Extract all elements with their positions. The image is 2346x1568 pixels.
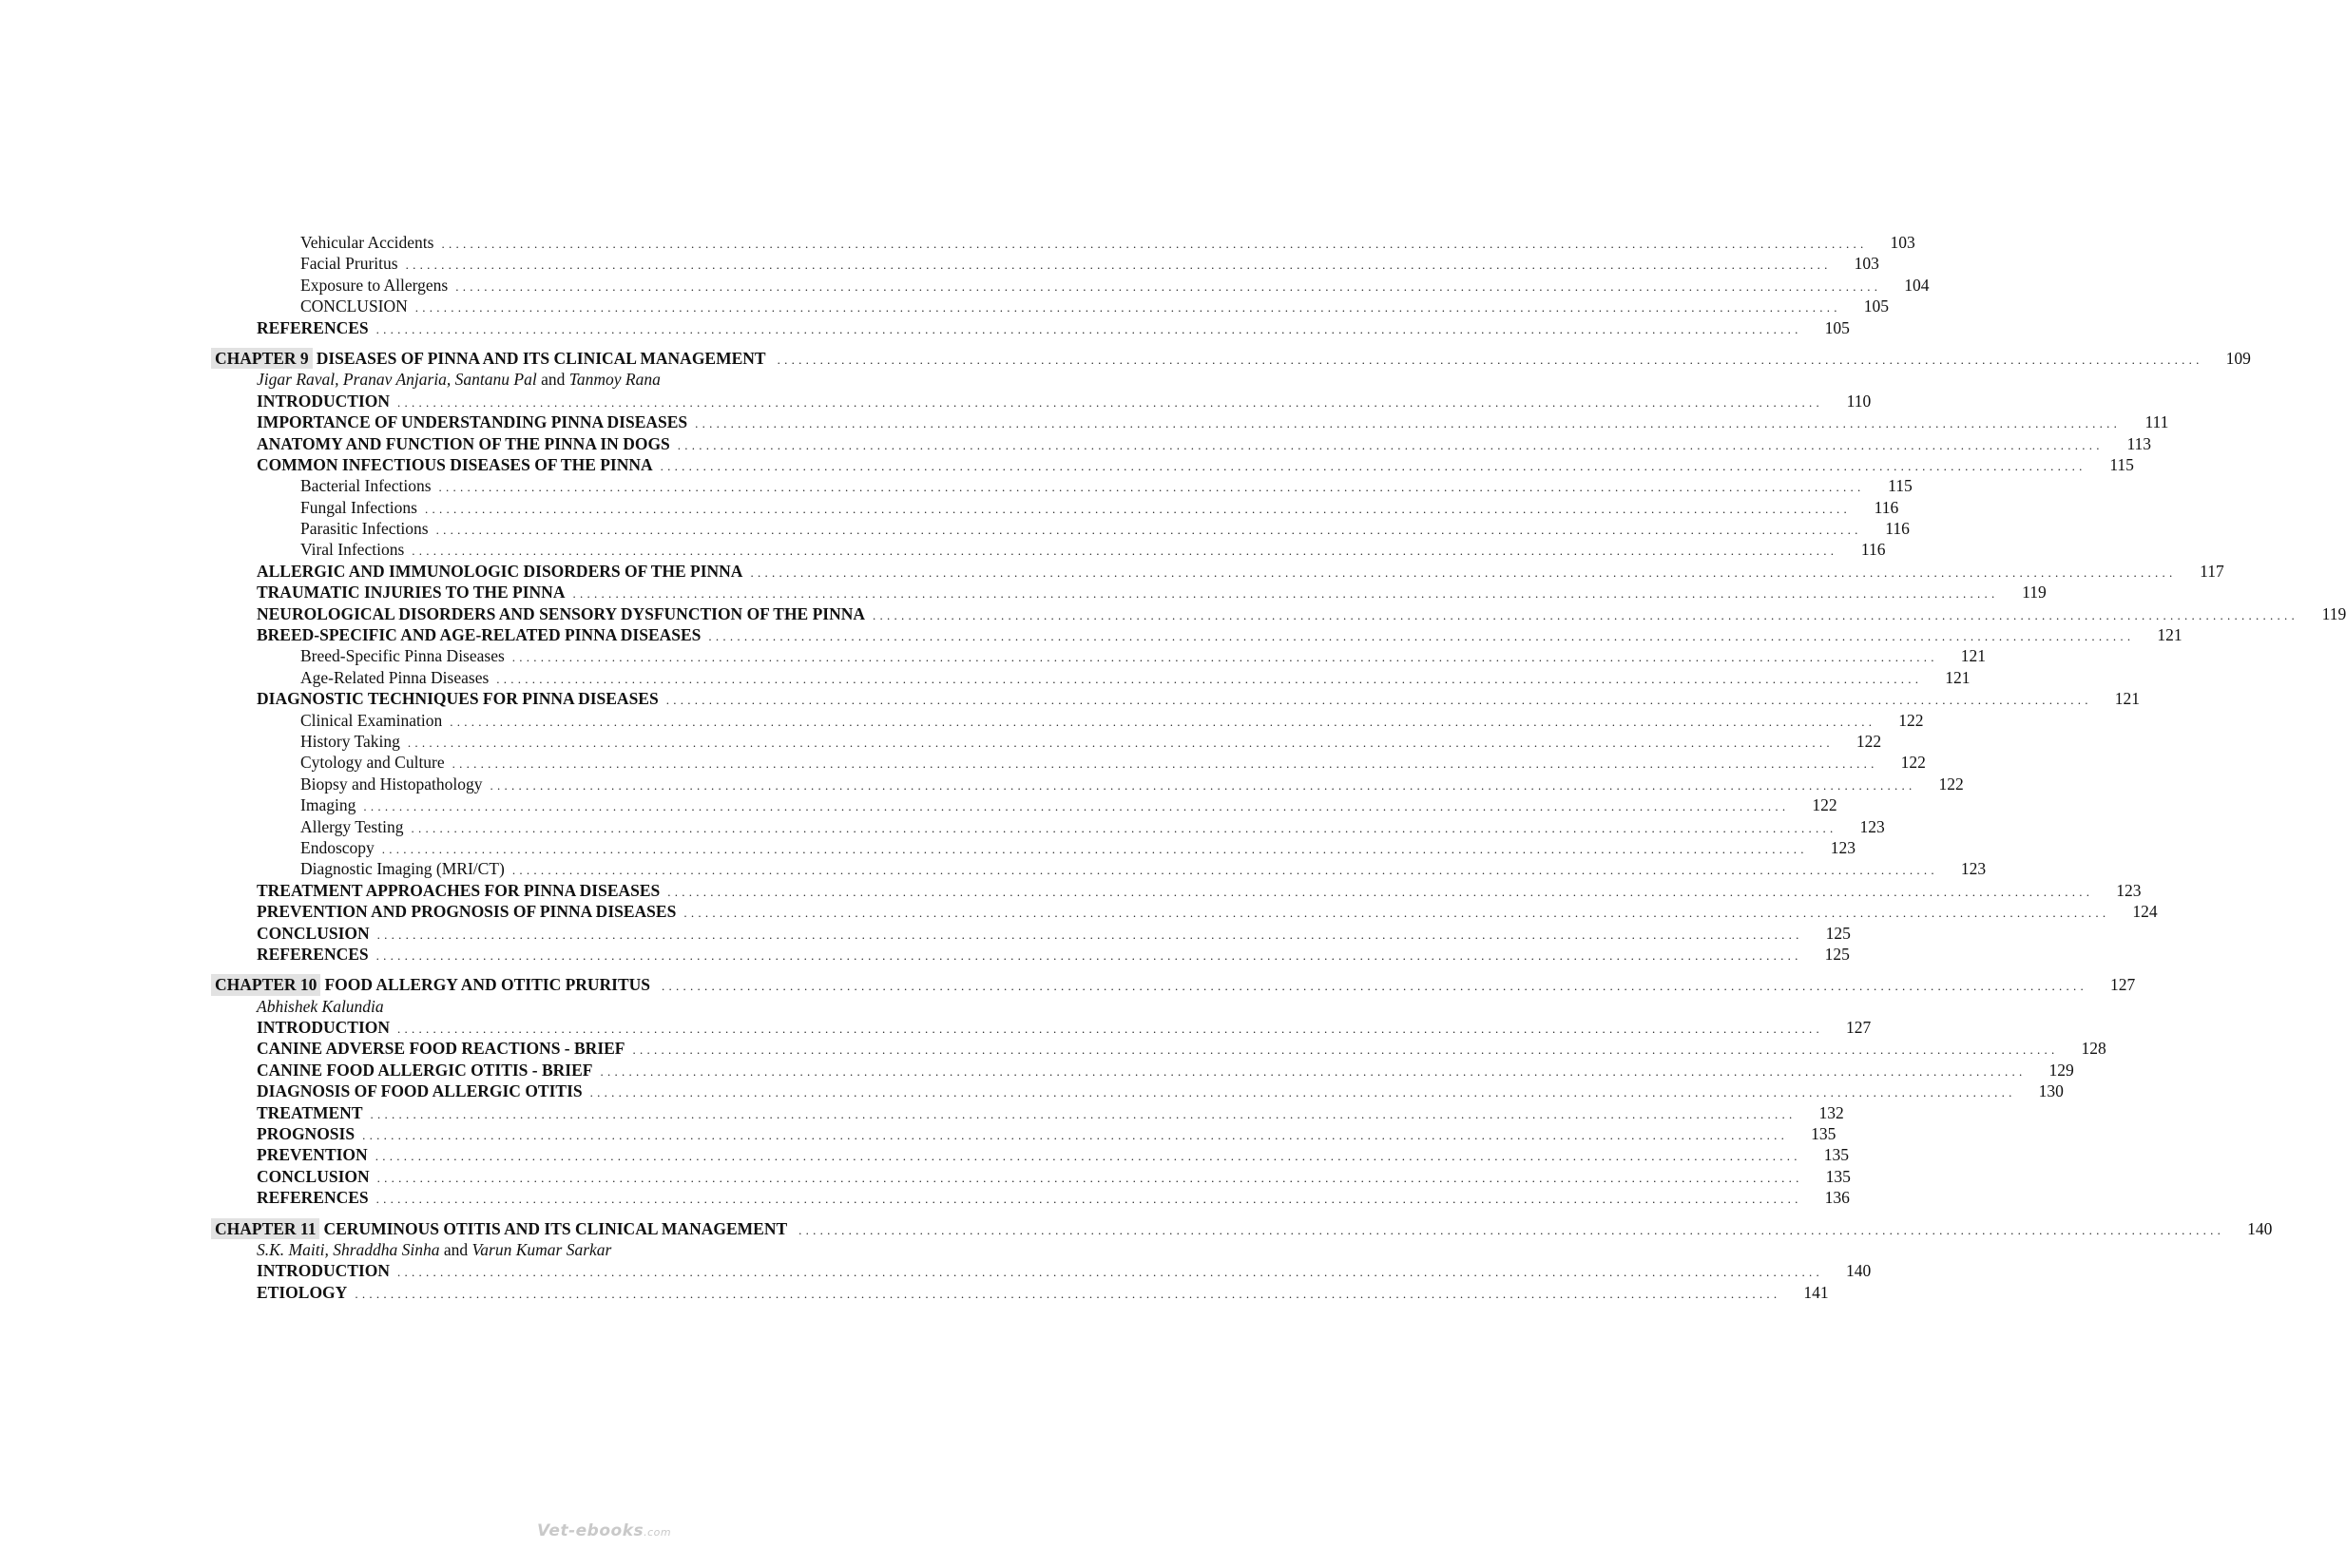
dot-leader: . . . . . . . . . . . . . . . . . . . . . . . . . . . . . . . . . . . . . . . . . . . . . . . . . . . . . . . . . . . . . . . . . . . . . . . . . . . . . . . . . . . . . . . . . . . . . . . . . . . . . . . . . . . . . . . . . . . . . . . . . . . . . . . . . . . . . . . . . . . . . . . . . . . . . . . . . . . . . . . . . . . . . . . . . . . . . . . . . . . . . . . . . . . . . . . . . . . . . . . . bbox=[405, 258, 1828, 273]
watermark-logo bbox=[537, 1521, 671, 1540]
entry-title: Fungal Infections bbox=[300, 497, 417, 517]
page-number: 127 bbox=[1846, 1018, 1872, 1038]
toc-subsection-entry bbox=[211, 794, 1837, 815]
dot-leader: . . . . . . . . . . . . . . . . . . . . . . . . . . . . . . . . . . . . . . . . . . . . . . . . . . . . . . . . . . . . . . . . . . . . . . . . . . . . . . . . . . . . . . . . . . . . . . . . . . . . . . . . . . . . . . . . . . . . . . . . . . . . . . . . . . . . . . . . . . . . . . . . . . . . . . . . . . . . . . . . . . . . . . . . . . . . . . . . . . . . . . . . . . . . . . . . . . . . . . . . bbox=[632, 1042, 2055, 1058]
toc-section-entry bbox=[211, 582, 2047, 602]
toc-subsection-entry bbox=[211, 539, 1886, 560]
toc-subsection-entry bbox=[211, 275, 1930, 296]
page-number: 116 bbox=[1885, 519, 1910, 539]
entry-title: History Taking bbox=[300, 731, 400, 751]
page-number: 117 bbox=[2200, 561, 2224, 581]
page-number: 115 bbox=[2109, 454, 2134, 474]
toc-subsection-entry bbox=[211, 858, 1987, 879]
page-number: 122 bbox=[1856, 731, 1882, 751]
dot-leader: . . . . . . . . . . . . . . . . . . . . . . . . . . . . . . . . . . . . . . . . . . . . . . . . . . . . . . . . . . . . . . . . . . . . . . . . . . . . . . . . . . . . . . . . . . . . . . . . . . . . . . . . . . . . . . . . . . . . . . . . . . . . . . . . . . . . . . . . . . . . . . . . . . . . . . . . . . . . . . . . . . . . . . . . . . . . . . . . . . . . . . . . . . . . . . . . . . . . . . . . bbox=[411, 820, 1834, 835]
toc-section-entry bbox=[211, 411, 2169, 432]
entry-title: Vehicular Accidents bbox=[300, 233, 434, 252]
entry-title: CONCLUSION bbox=[257, 1166, 370, 1186]
entry-title bbox=[211, 348, 778, 369]
entry-title: REFERENCES bbox=[257, 1188, 369, 1208]
page-number: 105 bbox=[1863, 296, 1890, 316]
page-number: 119 bbox=[2022, 583, 2047, 602]
page-number: 119 bbox=[2321, 603, 2346, 623]
dot-leader: . . . . . . . . . . . . . . . . . . . . . . . . . . . . . . . . . . . . . . . . . . . . . . . . . . . . . . . . . . . . . . . . . . . . . . . . . . . . . . . . . . . . . . . . . . . . . . . . . . . . . . . . . . . . . . . . . . . . . . . . . . . . . . . . . . . . . . . . . . . . . . . . . . . . . . . . . . . . . . . . . . . . . . . . . . . . . . . . . . . . . . . . . . . . . . . . . . . . . . . . bbox=[414, 300, 1838, 316]
dot-leader: . . . . . . . . . . . . . . . . . . . . . . . . . . . . . . . . . . . . . . . . . . . . . . . . . . . . . . . . . . . . . . . . . . . . . . . . . . . . . . . . . . . . . . . . . . . . . . . . . . . . . . . . . . . . . . . . . . . . . . . . . . . . . . . . . . . . . . . . . . . . . . . . . . . . . . . . . . . . . . . . . . . . . . . . . . . . . . . . . . . . . . . . . . . . . . . . . . . . . . . . bbox=[873, 607, 2296, 622]
page-number: 116 bbox=[1860, 540, 1886, 560]
entry-title: DIAGNOSIS OF FOOD ALLERGIC OTITIS bbox=[257, 1081, 583, 1101]
dot-leader: . . . . . . . . . . . . . . . . . . . . . . . . . . . . . . . . . . . . . . . . . . . . . . . . . . . . . . . . . . . . . . . . . . . . . . . . . . . . . . . . . . . . . . . . . . . . . . . . . . . . . . . . . . . . . . . . . . . . . . . . . . . . . . . . . . . . . . . . . . . . . . . . . . . . . . . . . . . . . . . . . . . . . . . . . . . . . . . . . . . . . . . . . . . . . . . . . . . . . . . . bbox=[798, 1222, 2221, 1237]
page-number: 136 bbox=[1824, 1188, 1850, 1208]
page-number: 125 bbox=[1824, 944, 1850, 964]
entry-title: Biopsy and Histopathology bbox=[300, 774, 483, 794]
entry-title: Age-Related Pinna Diseases bbox=[300, 667, 490, 687]
toc-subsection-entry bbox=[211, 296, 1890, 316]
page-number: 122 bbox=[1812, 795, 1837, 815]
page-number: 121 bbox=[2157, 625, 2183, 645]
entry-title: Diagnostic Imaging (MRI/CT) bbox=[300, 859, 505, 879]
toc-subsection-entry bbox=[211, 518, 1910, 539]
page-number: 113 bbox=[2126, 433, 2152, 453]
page-number: 103 bbox=[1890, 233, 1915, 252]
page-number: 127 bbox=[2110, 975, 2136, 995]
entry-title: Facial Pruritus bbox=[300, 254, 398, 274]
entry-title: Imaging bbox=[300, 795, 356, 815]
entry-title: PREVENTION bbox=[257, 1145, 368, 1165]
toc-section-entry bbox=[211, 1187, 1850, 1208]
toc-section-entry bbox=[211, 1017, 1872, 1038]
entry-title: INTRODUCTION bbox=[257, 1261, 391, 1281]
toc-section-entry bbox=[211, 1166, 1851, 1187]
entry-title: BREED-SPECIFIC AND AGE-RELATED PINNA DISEASES bbox=[257, 625, 702, 645]
entry-title: Viral Infections bbox=[300, 540, 405, 560]
page-number: 105 bbox=[1824, 317, 1850, 337]
page-number: 141 bbox=[1803, 1282, 1829, 1302]
dot-leader: . . . . . . . . . . . . . . . . . . . . . . . . . . . . . . . . . . . . . . . . . . . . . . . . . . . . . . . . . . . . . . . . . . . . . . . . . . . . . . . . . . . . . . . . . . . . . . . . . . . . . . . . . . . . . . . . . . . . . . . . . . . . . . . . . . . . . . . . . . . . . . . . . . . . . . . . . . . . . . . . . . . . . . . . . . . . . . . . . . . . . . . . . . . . . . . . . . . . . . . . bbox=[376, 1170, 1799, 1185]
page-number: 140 bbox=[2247, 1218, 2273, 1238]
toc-section-entry bbox=[211, 1080, 2064, 1101]
dot-leader: . . . . . . . . . . . . . . . . . . . . . . . . . . . . . . . . . . . . . . . . . . . . . . . . . . . . . . . . . . . . . . . . . . . . . . . . . . . . . . . . . . . . . . . . . . . . . . . . . . . . . . . . . . . . . . . . . . . . . . . . . . . . . . . . . . . . . . . . . . . . . . . . . . . . . . . . . . . . . . . . . . . . . . . . . . . . . . . . . . . . . . . . . . . . . . . . . . . . . . . . bbox=[667, 884, 2090, 899]
chapter-title: FOOD ALLERGY AND OTITIC PRURITUS bbox=[324, 975, 651, 995]
author-text: Tanmoy Rana bbox=[568, 370, 661, 390]
entry-title: COMMON INFECTIOUS DISEASES OF THE PINNA bbox=[257, 454, 653, 474]
page-number: 122 bbox=[1898, 710, 1924, 730]
entry-title: Parasitic Infections bbox=[300, 519, 429, 539]
dot-leader: . . . . . . . . . . . . . . . . . . . . . . . . . . . . . . . . . . . . . . . . . . . . . . . . . . . . . . . . . . . . . . . . . . . . . . . . . . . . . . . . . . . . . . . . . . . . . . . . . . . . . . . . . . . . . . . . . . . . . . . . . . . . . . . . . . . . . . . . . . . . . . . . . . . . . . . . . . . . . . . . . . . . . . . . . . . . . . . . . . . . . . . . . . . . . . . . . . . . . . . . bbox=[424, 501, 1848, 516]
page-number: 124 bbox=[2132, 902, 2158, 922]
dot-leader: . . . . . . . . . . . . . . . . . . . . . . . . . . . . . . . . . . . . . . . . . . . . . . . . . . . . . . . . . . . . . . . . . . . . . . . . . . . . . . . . . . . . . . . . . . . . . . . . . . . . . . . . . . . . . . . . . . . . . . . . . . . . . . . . . . . . . . . . . . . . . . . . . . . . . . . . . . . . . . . . . . . . . . . . . . . . . . . . . . . . . . . . . . . . . . . . . . . . . . . . bbox=[455, 278, 1878, 294]
toc-subsection-entry bbox=[211, 837, 1856, 858]
toc-section-entry bbox=[211, 901, 2158, 922]
entry-title: REFERENCES bbox=[257, 944, 369, 964]
dot-leader: . . . . . . . . . . . . . . . . . . . . . . . . . . . . . . . . . . . . . . . . . . . . . . . . . . . . . . . . . . . . . . . . . . . . . . . . . . . . . . . . . . . . . . . . . . . . . . . . . . . . . . . . . . . . . . . . . . . . . . . . . . . . . . . . . . . . . . . . . . . . . . . . . . . . . . . . . . . . . . . . . . . . . . . . . . . . . . . . . . . . . . . . . . . . . . . . . . . . . . . . bbox=[397, 1265, 1820, 1280]
author-text: S.K. Maiti, Shraddha Sinha bbox=[257, 1239, 440, 1259]
dot-leader: . . . . . . . . . . . . . . . . . . . . . . . . . . . . . . . . . . . . . . . . . . . . . . . . . . . . . . . . . . . . . . . . . . . . . . . . . . . . . . . . . . . . . . . . . . . . . . . . . . . . . . . . . . . . . . . . . . . . . . . . . . . . . . . . . . . . . . . . . . . . . . . . . . . . . . . . . . . . . . . . . . . . . . . . . . . . . . . . . . . . . . . . . . . . . . . . . . . . . . . . bbox=[665, 693, 2088, 708]
toc-section-entry bbox=[211, 1038, 2106, 1059]
dot-leader: . . . . . . . . . . . . . . . . . . . . . . . . . . . . . . . . . . . . . . . . . . . . . . . . . . . . . . . . . . . . . . . . . . . . . . . . . . . . . . . . . . . . . . . . . . . . . . . . . . . . . . . . . . . . . . . . . . . . . . . . . . . . . . . . . . . . . . . . . . . . . . . . . . . . . . . . . . . . . . . . . . . . . . . . . . . . . . . . . . . . . . . . . . . . . . . . . . . . . . . . bbox=[662, 979, 2085, 994]
entry-title: Clinical Examination bbox=[300, 710, 443, 730]
toc-section-entry bbox=[211, 688, 2140, 709]
author-text: and bbox=[536, 370, 569, 390]
toc-subsection-entry bbox=[211, 667, 1971, 688]
dot-leader: . . . . . . . . . . . . . . . . . . . . . . . . . . . . . . . . . . . . . . . . . . . . . . . . . . . . . . . . . . . . . . . . . . . . . . . . . . . . . . . . . . . . . . . . . . . . . . . . . . . . . . . . . . . . . . . . . . . . . . . . . . . . . . . . . . . . . . . . . . . . . . . . . . . . . . . . . . . . . . . . . . . . . . . . . . . . . . . . . . . . . . . . . . . . . . . . . . . . . . . . bbox=[375, 321, 1798, 336]
dot-leader: . . . . . . . . . . . . . . . . . . . . . . . . . . . . . . . . . . . . . . . . . . . . . . . . . . . . . . . . . . . . . . . . . . . . . . . . . . . . . . . . . . . . . . . . . . . . . . . . . . . . . . . . . . . . . . . . . . . . . . . . . . . . . . . . . . . . . . . . . . . . . . . . . . . . . . . . . . . . . . . . . . . . . . . . . . . . . . . . . . . . . . . . . . . . . . . . . . . . . . . . bbox=[375, 947, 1798, 963]
entry-title: Exposure to Allergens bbox=[300, 275, 449, 295]
toc-section-entry bbox=[211, 454, 2134, 475]
dot-leader: . . . . . . . . . . . . . . . . . . . . . . . . . . . . . . . . . . . . . . . . . . . . . . . . . . . . . . . . . . . . . . . . . . . . . . . . . . . . . . . . . . . . . . . . . . . . . . . . . . . . . . . . . . . . . . . . . . . . . . . . . . . . . . . . . . . . . . . . . . . . . . . . . . . . . . . . . . . . . . . . . . . . . . . . . . . . . . . . . . . . . . . . . . . . . . . . . . . . . . . . bbox=[375, 1149, 1798, 1164]
page-number: 132 bbox=[1818, 1102, 1844, 1122]
toc-section-entry bbox=[211, 317, 1850, 338]
watermark-suffix: .com bbox=[644, 1526, 672, 1539]
toc-section-entry bbox=[211, 1260, 1872, 1281]
toc-section-entry bbox=[211, 561, 2224, 582]
dot-leader: . . . . . . . . . . . . . . . . . . . . . . . . . . . . . . . . . . . . . . . . . . . . . . . . . . . . . . . . . . . . . . . . . . . . . . . . . . . . . . . . . . . . . . . . . . . . . . . . . . . . . . . . . . . . . . . . . . . . . . . . . . . . . . . . . . . . . . . . . . . . . . . . . . . . . . . . . . . . . . . . . . . . . . . . . . . . . . . . . . . . . . . . . . . . . . . . . . . . . . . . bbox=[660, 458, 2083, 473]
dot-leader: . . . . . . . . . . . . . . . . . . . . . . . . . . . . . . . . . . . . . . . . . . . . . . . . . . . . . . . . . . . . . . . . . . . . . . . . . . . . . . . . . . . . . . . . . . . . . . . . . . . . . . . . . . . . . . . . . . . . . . . . . . . . . . . . . . . . . . . . . . . . . . . . . . . . . . . . . . . . . . . . . . . . . . . . . . . . . . . . . . . . . . . . . . . . . . . . . . . . . . . . bbox=[600, 1063, 2023, 1079]
page-number: 123 bbox=[2116, 880, 2142, 900]
page-number: 140 bbox=[1846, 1261, 1872, 1281]
dot-leader: . . . . . . . . . . . . . . . . . . . . . . . . . . . . . . . . . . . . . . . . . . . . . . . . . . . . . . . . . . . . . . . . . . . . . . . . . . . . . . . . . . . . . . . . . . . . . . . . . . . . . . . . . . . . . . . . . . . . . . . . . . . . . . . . . . . . . . . . . . . . . . . . . . . . . . . . . . . . . . . . . . . . . . . . . . . . . . . . . . . . . . . . . . . . . . . . . . . . . . . . bbox=[677, 437, 2101, 452]
dot-leader: . . . . . . . . . . . . . . . . . . . . . . . . . . . . . . . . . . . . . . . . . . . . . . . . . . . . . . . . . . . . . . . . . . . . . . . . . . . . . . . . . . . . . . . . . . . . . . . . . . . . . . . . . . . . . . . . . . . . . . . . . . . . . . . . . . . . . . . . . . . . . . . . . . . . . . . . . . . . . . . . . . . . . . . . . . . . . . . . . . . . . . . . . . . . . . . . . . . . . . . . bbox=[362, 1128, 1785, 1143]
toc-section-entry bbox=[211, 944, 1850, 965]
page-number: 121 bbox=[2114, 689, 2140, 709]
author-text: Jigar Raval, Pranav Anjaria, Santanu Pal bbox=[257, 370, 537, 390]
entry-title: ALLERGIC AND IMMUNOLOGIC DISORDERS OF THE PINNA bbox=[257, 561, 743, 581]
toc-subsection-entry bbox=[211, 710, 1924, 731]
toc-section-entry bbox=[211, 1123, 1836, 1144]
dot-leader: . . . . . . . . . . . . . . . . . . . . . . . . . . . . . . . . . . . . . . . . . . . . . . . . . . . . . . . . . . . . . . . . . . . . . . . . . . . . . . . . . . . . . . . . . . . . . . . . . . . . . . . . . . . . . . . . . . . . . . . . . . . . . . . . . . . . . . . . . . . . . . . . . . . . . . . . . . . . . . . . . . . . . . . . . . . . . . . . . . . . . . . . . . . . . . . . . . . . . . . . bbox=[397, 1022, 1820, 1037]
toc-section-entry bbox=[211, 1282, 1829, 1303]
dot-leader: . . . . . . . . . . . . . . . . . . . . . . . . . . . . . . . . . . . . . . . . . . . . . . . . . . . . . . . . . . . . . . . . . . . . . . . . . . . . . . . . . . . . . . . . . . . . . . . . . . . . . . . . . . . . . . . . . . . . . . . . . . . . . . . . . . . . . . . . . . . . . . . . . . . . . . . . . . . . . . . . . . . . . . . . . . . . . . . . . . . . . . . . . . . . . . . . . . . . . . . . bbox=[683, 906, 2106, 921]
toc-subsection-entry bbox=[211, 253, 1879, 274]
dot-leader: . . . . . . . . . . . . . . . . . . . . . . . . . . . . . . . . . . . . . . . . . . . . . . . . . . . . . . . . . . . . . . . . . . . . . . . . . . . . . . . . . . . . . . . . . . . . . . . . . . . . . . . . . . . . . . . . . . . . . . . . . . . . . . . . . . . . . . . . . . . . . . . . . . . . . . . . . . . . . . . . . . . . . . . . . . . . . . . . . . . . . . . . . . . . . . . . . . . . . . . . bbox=[376, 927, 1799, 942]
toc-chapter-entry bbox=[211, 348, 2251, 369]
entry-title: INTRODUCTION bbox=[257, 1018, 391, 1038]
page-number: 121 bbox=[1945, 667, 1971, 687]
entry-title: CONCLUSION bbox=[257, 923, 370, 943]
toc-subsection-entry bbox=[211, 816, 1885, 837]
toc-subsection-entry bbox=[211, 497, 1899, 518]
dot-leader: . . . . . . . . . . . . . . . . . . . . . . . . . . . . . . . . . . . . . . . . . . . . . . . . . . . . . . . . . . . . . . . . . . . . . . . . . . . . . . . . . . . . . . . . . . . . . . . . . . . . . . . . . . . . . . . . . . . . . . . . . . . . . . . . . . . . . . . . . . . . . . . . . . . . . . . . . . . . . . . . . . . . . . . . . . . . . . . . . . . . . . . . . . . . . . . . . . . . . . . . bbox=[435, 523, 1858, 538]
page-number: 128 bbox=[2081, 1039, 2106, 1059]
toc-subsection-entry bbox=[211, 752, 1926, 773]
watermark-main: Vet-ebooks bbox=[537, 1521, 644, 1540]
entry-title: CANINE FOOD ALLERGIC OTITIS - BRIEF bbox=[257, 1060, 593, 1080]
dot-leader: . . . . . . . . . . . . . . . . . . . . . . . . . . . . . . . . . . . . . . . . . . . . . . . . . . . . . . . . . . . . . . . . . . . . . . . . . . . . . . . . . . . . . . . . . . . . . . . . . . . . . . . . . . . . . . . . . . . . . . . . . . . . . . . . . . . . . . . . . . . . . . . . . . . . . . . . . . . . . . . . . . . . . . . . . . . . . . . . . . . . . . . . . . . . . . . . . . . . . . . . bbox=[363, 799, 1786, 814]
dot-leader: . . . . . . . . . . . . . . . . . . . . . . . . . . . . . . . . . . . . . . . . . . . . . . . . . . . . . . . . . . . . . . . . . . . . . . . . . . . . . . . . . . . . . . . . . . . . . . . . . . . . . . . . . . . . . . . . . . . . . . . . . . . . . . . . . . . . . . . . . . . . . . . . . . . . . . . . . . . . . . . . . . . . . . . . . . . . . . . . . . . . . . . . . . . . . . . . . . . . . . . . bbox=[370, 1106, 1793, 1121]
entry-title: ETIOLOGY bbox=[257, 1282, 348, 1302]
dot-leader: . . . . . . . . . . . . . . . . . . . . . . . . . . . . . . . . . . . . . . . . . . . . . . . . . . . . . . . . . . . . . . . . . . . . . . . . . . . . . . . . . . . . . . . . . . . . . . . . . . . . . . . . . . . . . . . . . . . . . . . . . . . . . . . . . . . . . . . . . . . . . . . . . . . . . . . . . . . . . . . . . . . . . . . . . . . . . . . . . . . . . . . . . . . . . . . . . . . . . . . . bbox=[450, 714, 1873, 729]
page-number: 116 bbox=[1874, 497, 1899, 517]
dot-leader: . . . . . . . . . . . . . . . . . . . . . . . . . . . . . . . . . . . . . . . . . . . . . . . . . . . . . . . . . . . . . . . . . . . . . . . . . . . . . . . . . . . . . . . . . . . . . . . . . . . . . . . . . . . . . . . . . . . . . . . . . . . . . . . . . . . . . . . . . . . . . . . . . . . . . . . . . . . . . . . . . . . . . . . . . . . . . . . . . . . . . . . . . . . . . . . . . . . . . . . . bbox=[375, 1192, 1798, 1207]
page-number: 123 bbox=[1960, 859, 1987, 879]
dot-leader: . . . . . . . . . . . . . . . . . . . . . . . . . . . . . . . . . . . . . . . . . . . . . . . . . . . . . . . . . . . . . . . . . . . . . . . . . . . . . . . . . . . . . . . . . . . . . . . . . . . . . . . . . . . . . . . . . . . . . . . . . . . . . . . . . . . . . . . . . . . . . . . . . . . . . . . . . . . . . . . . . . . . . . . . . . . . . . . . . . . . . . . . . . . . . . . . . . . . . . . . bbox=[511, 863, 1935, 878]
author-text: Varun Kumar Sarkar bbox=[471, 1239, 612, 1259]
toc-section-entry bbox=[211, 880, 2142, 901]
chapter-authors bbox=[211, 369, 992, 390]
toc-section-entry bbox=[211, 1144, 1849, 1165]
page-number: 122 bbox=[1900, 753, 1926, 773]
dot-leader: . . . . . . . . . . . . . . . . . . . . . . . . . . . . . . . . . . . . . . . . . . . . . . . . . . . . . . . . . . . . . . . . . . . . . . . . . . . . . . . . . . . . . . . . . . . . . . . . . . . . . . . . . . . . . . . . . . . . . . . . . . . . . . . . . . . . . . . . . . . . . . . . . . . . . . . . . . . . . . . . . . . . . . . . . . . . . . . . . . . . . . . . . . . . . . . . . . . . . . . . bbox=[496, 671, 1919, 686]
entry-title: ANATOMY AND FUNCTION OF THE PINNA IN DOGS bbox=[257, 433, 670, 453]
author-text: Abhishek Kalundia bbox=[257, 996, 384, 1016]
entry-title: INTRODUCTION bbox=[257, 391, 391, 411]
toc-section-entry bbox=[211, 1060, 2074, 1080]
dot-leader: . . . . . . . . . . . . . . . . . . . . . . . . . . . . . . . . . . . . . . . . . . . . . . . . . . . . . . . . . . . . . . . . . . . . . . . . . . . . . . . . . . . . . . . . . . . . . . . . . . . . . . . . . . . . . . . . . . . . . . . . . . . . . . . . . . . . . . . . . . . . . . . . . . . . . . . . . . . . . . . . . . . . . . . . . . . . . . . . . . . . . . . . . . . . . . . . . . . . . . . . bbox=[708, 629, 2131, 644]
page-number: 122 bbox=[1938, 774, 1964, 794]
page-number: 110 bbox=[1846, 391, 1872, 411]
dot-leader: . . . . . . . . . . . . . . . . . . . . . . . . . . . . . . . . . . . . . . . . . . . . . . . . . . . . . . . . . . . . . . . . . . . . . . . . . . . . . . . . . . . . . . . . . . . . . . . . . . . . . . . . . . . . . . . . . . . . . . . . . . . . . . . . . . . . . . . . . . . . . . . . . . . . . . . . . . . . . . . . . . . . . . . . . . . . . . . . . . . . . . . . . . . . . . . . . . . . . . . . bbox=[695, 416, 2118, 431]
chapter-number: CHAPTER 9 bbox=[211, 348, 313, 369]
dot-leader: . . . . . . . . . . . . . . . . . . . . . . . . . . . . . . . . . . . . . . . . . . . . . . . . . . . . . . . . . . . . . . . . . . . . . . . . . . . . . . . . . . . . . . . . . . . . . . . . . . . . . . . . . . . . . . . . . . . . . . . . . . . . . . . . . . . . . . . . . . . . . . . . . . . . . . . . . . . . . . . . . . . . . . . . . . . . . . . . . . . . . . . . . . . . . . . . . . . . . . . . bbox=[750, 564, 2173, 580]
page-number: 111 bbox=[2144, 412, 2169, 432]
dot-leader: . . . . . . . . . . . . . . . . . . . . . . . . . . . . . . . . . . . . . . . . . . . . . . . . . . . . . . . . . . . . . . . . . . . . . . . . . . . . . . . . . . . . . . . . . . . . . . . . . . . . . . . . . . . . . . . . . . . . . . . . . . . . . . . . . . . . . . . . . . . . . . . . . . . . . . . . . . . . . . . . . . . . . . . . . . . . . . . . . . . . . . . . . . . . . . . . . . . . . . . . bbox=[412, 544, 1835, 559]
dot-leader: . . . . . . . . . . . . . . . . . . . . . . . . . . . . . . . . . . . . . . . . . . . . . . . . . . . . . . . . . . . . . . . . . . . . . . . . . . . . . . . . . . . . . . . . . . . . . . . . . . . . . . . . . . . . . . . . . . . . . . . . . . . . . . . . . . . . . . . . . . . . . . . . . . . . . . . . . . . . . . . . . . . . . . . . . . . . . . . . . . . . . . . . . . . . . . . . . . . . . . . . bbox=[452, 756, 1875, 772]
toc-subsection-entry bbox=[211, 731, 1882, 752]
dot-leader: . . . . . . . . . . . . . . . . . . . . . . . . . . . . . . . . . . . . . . . . . . . . . . . . . . . . . . . . . . . . . . . . . . . . . . . . . . . . . . . . . . . . . . . . . . . . . . . . . . . . . . . . . . . . . . . . . . . . . . . . . . . . . . . . . . . . . . . . . . . . . . . . . . . . . . . . . . . . . . . . . . . . . . . . . . . . . . . . . . . . . . . . . . . . . . . . . . . . . . . . bbox=[355, 1286, 1778, 1301]
chapter-title: CERUMINOUS OTITIS AND ITS CLINICAL MANAGEMENT bbox=[323, 1218, 788, 1238]
page-number: 129 bbox=[2048, 1060, 2074, 1080]
entry-title: Cytology and Culture bbox=[300, 753, 445, 773]
entry-title: CONCLUSION bbox=[300, 296, 408, 316]
page-number: 121 bbox=[1960, 646, 1987, 666]
dot-leader: . . . . . . . . . . . . . . . . . . . . . . . . . . . . . . . . . . . . . . . . . . . . . . . . . . . . . . . . . . . . . . . . . . . . . . . . . . . . . . . . . . . . . . . . . . . . . . . . . . . . . . . . . . . . . . . . . . . . . . . . . . . . . . . . . . . . . . . . . . . . . . . . . . . . . . . . . . . . . . . . . . . . . . . . . . . . . . . . . . . . . . . . . . . . . . . . . . . . . . . . bbox=[438, 480, 1861, 495]
entry-title: Endoscopy bbox=[300, 837, 375, 857]
entry-title: PREVENTION AND PROGNOSIS OF PINNA DISEASES bbox=[257, 902, 677, 922]
entry-title bbox=[211, 974, 662, 995]
dot-leader: . . . . . . . . . . . . . . . . . . . . . . . . . . . . . . . . . . . . . . . . . . . . . . . . . . . . . . . . . . . . . . . . . . . . . . . . . . . . . . . . . . . . . . . . . . . . . . . . . . . . . . . . . . . . . . . . . . . . . . . . . . . . . . . . . . . . . . . . . . . . . . . . . . . . . . . . . . . . . . . . . . . . . . . . . . . . . . . . . . . . . . . . . . . . . . . . . . . . . . . . bbox=[397, 394, 1820, 410]
chapter-number: CHAPTER 10 bbox=[211, 974, 320, 995]
author-text: and bbox=[439, 1239, 472, 1259]
chapter-authors bbox=[211, 996, 992, 1017]
entry-title: Bacterial Infections bbox=[300, 476, 432, 496]
page-number: 135 bbox=[1823, 1145, 1849, 1165]
dot-leader: . . . . . . . . . . . . . . . . . . . . . . . . . . . . . . . . . . . . . . . . . . . . . . . . . . . . . . . . . . . . . . . . . . . . . . . . . . . . . . . . . . . . . . . . . . . . . . . . . . . . . . . . . . . . . . . . . . . . . . . . . . . . . . . . . . . . . . . . . . . . . . . . . . . . . . . . . . . . . . . . . . . . . . . . . . . . . . . . . . . . . . . . . . . . . . . . . . . . . . . . bbox=[572, 586, 1995, 602]
toc-section-entry bbox=[211, 603, 2346, 624]
toc-subsection-entry bbox=[211, 774, 1964, 794]
page-number: 135 bbox=[1825, 1166, 1851, 1186]
chapter-number: CHAPTER 11 bbox=[211, 1218, 319, 1239]
entry-title: CANINE ADVERSE FOOD REACTIONS - BRIEF bbox=[257, 1039, 625, 1059]
entry-title: NEUROLOGICAL DISORDERS AND SENSORY DYSFUNCTION OF THE PINNA bbox=[257, 603, 866, 623]
entry-title: PROGNOSIS bbox=[257, 1124, 356, 1144]
entry-title: Allergy Testing bbox=[300, 816, 404, 836]
dot-leader: . . . . . . . . . . . . . . . . . . . . . . . . . . . . . . . . . . . . . . . . . . . . . . . . . . . . . . . . . . . . . . . . . . . . . . . . . . . . . . . . . . . . . . . . . . . . . . . . . . . . . . . . . . . . . . . . . . . . . . . . . . . . . . . . . . . . . . . . . . . . . . . . . . . . . . . . . . . . . . . . . . . . . . . . . . . . . . . . . . . . . . . . . . . . . . . . . . . . . . . . bbox=[407, 735, 1831, 750]
dot-leader: . . . . . . . . . . . . . . . . . . . . . . . . . . . . . . . . . . . . . . . . . . . . . . . . . . . . . . . . . . . . . . . . . . . . . . . . . . . . . . . . . . . . . . . . . . . . . . . . . . . . . . . . . . . . . . . . . . . . . . . . . . . . . . . . . . . . . . . . . . . . . . . . . . . . . . . . . . . . . . . . . . . . . . . . . . . . . . . . . . . . . . . . . . . . . . . . . . . . . . . . bbox=[589, 1085, 2012, 1100]
page-number: 109 bbox=[2225, 348, 2251, 368]
page-number: 123 bbox=[1859, 816, 1885, 836]
entry-title: TREATMENT bbox=[257, 1102, 363, 1122]
dot-leader: . . . . . . . . . . . . . . . . . . . . . . . . . . . . . . . . . . . . . . . . . . . . . . . . . . . . . . . . . . . . . . . . . . . . . . . . . . . . . . . . . . . . . . . . . . . . . . . . . . . . . . . . . . . . . . . . . . . . . . . . . . . . . . . . . . . . . . . . . . . . . . . . . . . . . . . . . . . . . . . . . . . . . . . . . . . . . . . . . . . . . . . . . . . . . . . . . . . . . . . . bbox=[441, 237, 1864, 251]
entry-title: REFERENCES bbox=[257, 317, 369, 337]
toc-section-entry bbox=[211, 433, 2152, 454]
page-number: 104 bbox=[1904, 275, 1930, 295]
dot-leader: . . . . . . . . . . . . . . . . . . . . . . . . . . . . . . . . . . . . . . . . . . . . . . . . . . . . . . . . . . . . . . . . . . . . . . . . . . . . . . . . . . . . . . . . . . . . . . . . . . . . . . . . . . . . . . . . . . . . . . . . . . . . . . . . . . . . . . . . . . . . . . . . . . . . . . . . . . . . . . . . . . . . . . . . . . . . . . . . . . . . . . . . . . . . . . . . . . . . . . . . bbox=[511, 650, 1935, 665]
toc-subsection-entry bbox=[211, 475, 1913, 496]
page-number: 103 bbox=[1854, 254, 1879, 274]
dot-leader: . . . . . . . . . . . . . . . . . . . . . . . . . . . . . . . . . . . . . . . . . . . . . . . . . . . . . . . . . . . . . . . . . . . . . . . . . . . . . . . . . . . . . . . . . . . . . . . . . . . . . . . . . . . . . . . . . . . . . . . . . . . . . . . . . . . . . . . . . . . . . . . . . . . . . . . . . . . . . . . . . . . . . . . . . . . . . . . . . . . . . . . . . . . . . . . . . . . . . . . . bbox=[381, 841, 1805, 856]
chapter-title: DISEASES OF PINNA AND ITS CLINICAL MANAGEMENT bbox=[316, 348, 766, 368]
page-number: 130 bbox=[2038, 1081, 2064, 1101]
page-number: 123 bbox=[1830, 837, 1856, 857]
page-number: 125 bbox=[1825, 923, 1851, 943]
toc-chapter-entry bbox=[211, 1218, 2273, 1239]
entry-title: TREATMENT APPROACHES FOR PINNA DISEASES bbox=[257, 880, 661, 900]
page-number: 135 bbox=[1811, 1124, 1836, 1144]
toc-section-entry bbox=[211, 923, 1851, 944]
entry-title: DIAGNOSTIC TECHNIQUES FOR PINNA DISEASES bbox=[257, 689, 659, 709]
dot-leader: . . . . . . . . . . . . . . . . . . . . . . . . . . . . . . . . . . . . . . . . . . . . . . . . . . . . . . . . . . . . . . . . . . . . . . . . . . . . . . . . . . . . . . . . . . . . . . . . . . . . . . . . . . . . . . . . . . . . . . . . . . . . . . . . . . . . . . . . . . . . . . . . . . . . . . . . . . . . . . . . . . . . . . . . . . . . . . . . . . . . . . . . . . . . . . . . . . . . . . . . bbox=[777, 352, 2200, 367]
toc-subsection-entry bbox=[211, 232, 1915, 253]
entry-title: IMPORTANCE OF UNDERSTANDING PINNA DISEASES bbox=[257, 412, 688, 432]
toc-chapter-entry bbox=[211, 974, 2136, 995]
table-of-contents bbox=[211, 232, 2346, 1303]
page-number: 115 bbox=[1888, 476, 1913, 496]
dot-leader: . . . . . . . . . . . . . . . . . . . . . . . . . . . . . . . . . . . . . . . . . . . . . . . . . . . . . . . . . . . . . . . . . . . . . . . . . . . . . . . . . . . . . . . . . . . . . . . . . . . . . . . . . . . . . . . . . . . . . . . . . . . . . . . . . . . . . . . . . . . . . . . . . . . . . . . . . . . . . . . . . . . . . . . . . . . . . . . . . . . . . . . . . . . . . . . . . . . . . . . . bbox=[490, 777, 1913, 793]
toc-subsection-entry bbox=[211, 645, 1987, 666]
entry-title: Breed-Specific Pinna Diseases bbox=[300, 646, 505, 666]
toc-section-entry bbox=[211, 1102, 1844, 1123]
chapter-authors bbox=[211, 1239, 992, 1260]
entry-title: TRAUMATIC INJURIES TO THE PINNA bbox=[257, 583, 566, 602]
toc-section-entry bbox=[211, 391, 1872, 411]
toc-section-entry bbox=[211, 624, 2183, 645]
entry-title bbox=[211, 1218, 798, 1239]
